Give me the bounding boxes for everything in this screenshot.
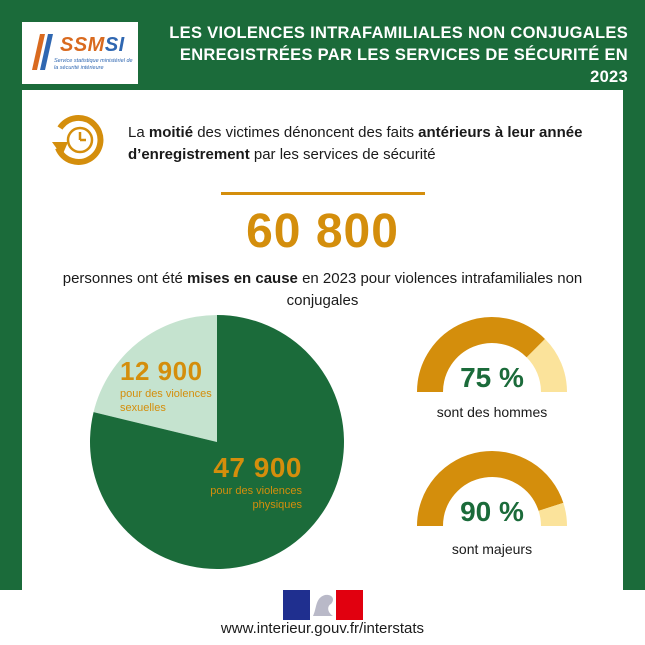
logo-name: SSMSI: [60, 34, 125, 56]
marianne-flag-icon: [283, 590, 363, 620]
pie-value-physical: 47 900: [213, 452, 302, 483]
gauge-value-adults: 90 %: [460, 496, 524, 527]
pie-label-sexual: [120, 356, 240, 415]
footer-link[interactable]: www.interieur.gouv.fr/interstats: [220, 620, 425, 637]
gauge-value-men: 75 %: [460, 362, 524, 393]
pie-desc-physical: pour des violences physiques: [210, 485, 302, 511]
gauge-label-adults: sont majeurs: [451, 541, 533, 557]
victims-fact: La moitié des victimes dénoncent des faits antérieurs à leur année d’enregistrement par les services de sécurité: [128, 124, 583, 163]
pie-label-physical: [188, 452, 302, 512]
logo-subtitle: Service statistique ministériel de la sécurité intérieure: [54, 58, 133, 71]
page-title: LES VIOLENCES INTRAFAMILIALES NON CONJUGALES ENREGISTRÉES PAR LES SERVICES DE SÉCURITÉ EN 2023: [169, 24, 628, 86]
total-caption: personnes ont été mises en cause en 2023 pour violences intrafamiliales non conjugales: [62, 270, 583, 309]
pie-value-sexual: 12 900: [120, 356, 203, 386]
total-number: 60 800: [246, 205, 399, 258]
gauge-label-men: sont des hommes: [436, 404, 548, 420]
pie-desc-sexual: pour des violences sexuelles: [120, 388, 212, 414]
